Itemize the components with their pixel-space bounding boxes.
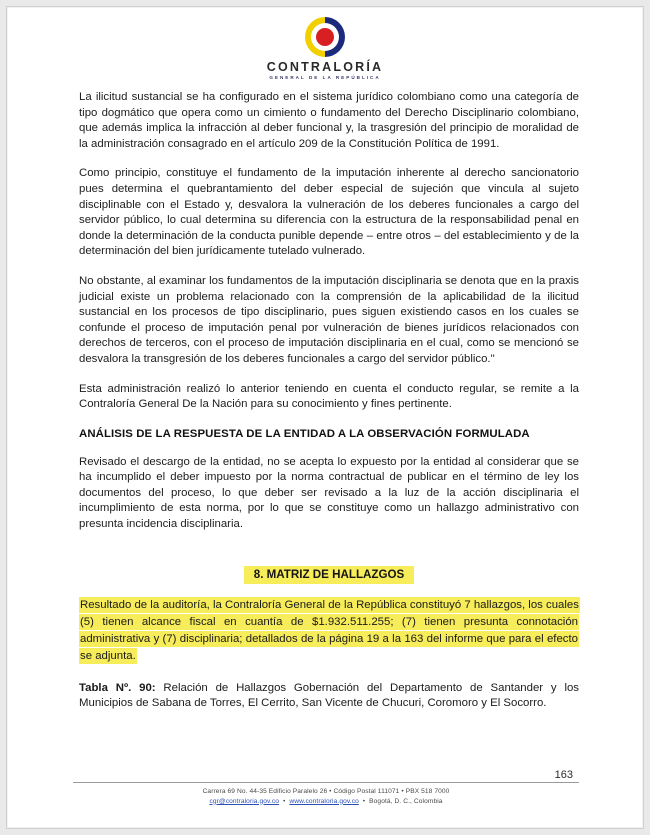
organization-subtitle: GENERAL DE LA REPÚBLICA [269, 75, 381, 80]
footer-separator-2: • [362, 797, 366, 805]
section-heading-analisis: ANÁLISIS DE LA RESPUESTA DE LA ENTIDAD A LA OBSERVACIÓN FORMULADA [79, 427, 530, 440]
body-paragraph-3: No obstante, al examinar los fundamentos de la imputación disciplinaria se denota que en la praxis judicial existe un problema relacionado con la comprensión de la aplicabilidad de la ilicitud sustancial en los procesos de tipo disciplinario, pues siguen existiendo casos en los cuales se confunde el proceso de imputación penal por vulneración de bienes jurídicos relacionados con derechos de terceros, con el proceso de imputación disciplinaria en el cual, como se mencionó se desvalora la transgresión de los deberes funcionales a cargo del servidor público." [79, 274, 579, 365]
document-page [6, 6, 644, 829]
document-header [7, 7, 643, 80]
matrix-paragraph-highlight: Resultado de la auditoría, la Contraloría General de la República constituyó 7 hallazgos, los cuales (5) tienen alcance fiscal en cuantía de $1.932.511.255; (7) tienen presunta connotación administrativa y (7) disciplinaria; detallados de la página 19 a la 163 del informe que para el efecto se adjunta. [80, 598, 579, 662]
logo-red-core [316, 28, 334, 46]
document-body [7, 80, 643, 712]
footer-address-line: Carrera 69 No. 44-35 Edificio Paralelo 26 • Código Postal 111071 • PBX 518 7000 [202, 788, 450, 795]
table-caption [79, 681, 579, 712]
contraloria-logo-icon [299, 17, 351, 57]
matrix-heading [79, 567, 579, 583]
matrix-heading-highlight: 8. MATRIZ DE HALLAZGOS [244, 566, 415, 584]
footer-contact-line [73, 797, 579, 807]
body-paragraph-4: Esta administración realizó lo anterior teniendo en cuenta el conducto regular, se remite a la Contraloría General De la Nación para su conocimiento y fines pertinente. [79, 382, 579, 411]
body-paragraph-1: La ilicitud sustancial se ha configurado en el sistema jurídico colombiano como una categoría de tipo dogmático que opera como un cimiento o fundamento del Derecho Disciplinario colombiano, que además implica la infracción al deber funcional y, la trasgresión del principio de moralidad de la administración consagrado en el artículo 209 de la Constitución Política de 1991. [79, 91, 579, 150]
table-caption-text: Relación de Hallazgos Gobernación del Departamento de Santander y los Municipios de Sabana de Torres, El Cerrito, San Vicente de Chucuri, Coromoro y El Socorro. [79, 681, 580, 710]
highlighted-section [79, 567, 579, 665]
footer-website-link[interactable]: www.contraloria.gov.co [289, 797, 359, 805]
footer-divider [73, 782, 579, 783]
footer-city: Bogotá, D. C., Colombia [369, 797, 443, 805]
organization-name: CONTRALORÍA [266, 60, 384, 74]
matrix-paragraph [79, 597, 579, 665]
table-caption-label: Tabla Nº. 90: [79, 681, 156, 694]
page-number: 163 [554, 769, 573, 781]
footer-email-link[interactable]: cgr@contraloria.gov.co [209, 797, 280, 805]
document-footer [7, 769, 643, 806]
body-paragraph-2: Como principio, constituye el fundamento de la imputación inherente al derecho sancionatorio pues determina el quebrantamiento del deber especial de sujeción que vincula al sujeto disciplinable con el Estado y, desvalora la vulneración de los deberes funcionales a cargo del servidor público, lo cual determina su diferencia con la estructura de la responsabilidad penal en donde la determinación de la conducta punible depende – entre otros – del establecimiento y de la determinación del bien jurídicamente tutelado vulnerado. [79, 167, 579, 258]
analysis-paragraph: Revisado el descargo de la entidad, no se acepta lo expuesto por la entidad al considerar que se ha incumplido el deber impuesto por la norma contractual de publicar en el término de ley los documentos del proceso, lo que deber ser revisado a la luz de la acción disciplinaria el incumplimiento de esta norma, por lo que se constituye como un hallazgo administrativo con presunta incidencia disciplinaria. [79, 455, 579, 531]
footer-separator-1: • [282, 797, 286, 805]
